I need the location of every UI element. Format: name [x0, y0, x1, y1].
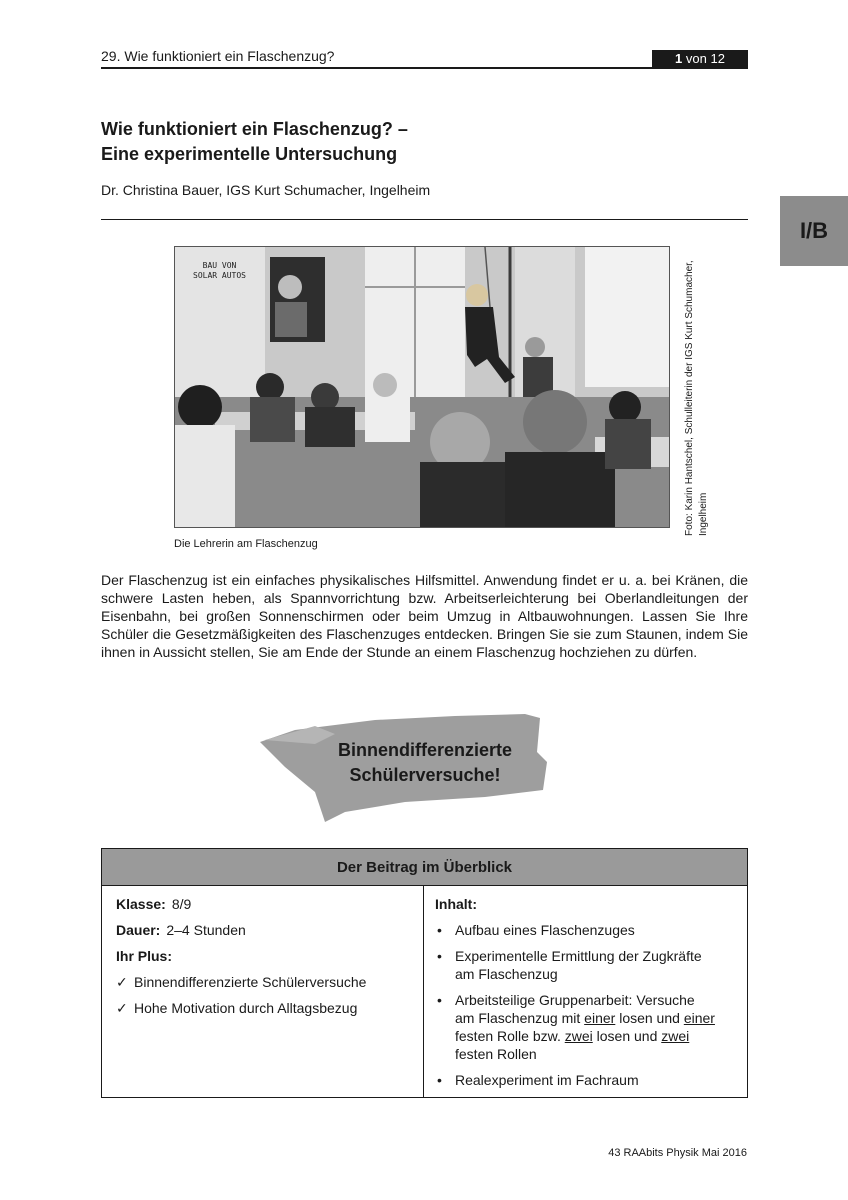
- inhalt-item-text: Realexperiment im Fachraum: [455, 1072, 639, 1088]
- footer-publication: 43 RAAbits Physik Mai 2016: [608, 1147, 747, 1159]
- dauer-label: Dauer:: [116, 922, 161, 938]
- inhalt-item: [435, 947, 747, 983]
- underlined-word: zwei: [564, 1028, 593, 1044]
- title-line-2: Eine experimentelle Untersuchung: [101, 144, 398, 164]
- photo-caption: Die Lehrerin am Flaschenzug: [174, 538, 318, 550]
- bullet-icon: •: [437, 1072, 442, 1088]
- inhalt-item: [435, 991, 747, 1063]
- banner-line-2: Schülerversuche!: [349, 765, 501, 785]
- klasse-label: Klasse:: [116, 896, 166, 912]
- poster-line-2: SOLAR AUTOS: [193, 271, 246, 280]
- underlined-word: zwei: [661, 1028, 690, 1044]
- running-header-title: 29. Wie funktioniert ein Flaschenzug?: [101, 48, 335, 64]
- document-title: [101, 117, 408, 167]
- poster-text: [193, 261, 246, 281]
- bullet-icon: •: [437, 992, 442, 1008]
- plus-item-text: Binnendifferenzierte Schülerversuche: [134, 974, 367, 990]
- title-line-1: Wie funktioniert ein Flaschenzug? –: [101, 119, 408, 139]
- plus-item: [116, 999, 423, 1017]
- overview-box: [101, 848, 748, 1098]
- inhalt-item-text: Arbeitsteilige Gruppenarbeit: Versuche am Flaschenzug mit einer losen und einer festen Rolle bzw. zwei losen und zwei festen Rollen: [455, 992, 715, 1062]
- plus-label: Ihr Plus:: [116, 948, 173, 964]
- title-divider: [101, 219, 748, 220]
- author-line: Dr. Christina Bauer, IGS Kurt Schumacher, Ingelheim: [101, 182, 431, 198]
- banner-line-1: Binnendifferenzierte: [337, 740, 513, 760]
- dauer-value: 2–4 Stunden: [166, 922, 246, 938]
- photo-credit-text: Foto: Karin Hantschel, Schulleiterin der IGS Kurt Schumacher, Ingelheim: [684, 260, 709, 536]
- checkmark-icon: ✓: [116, 974, 128, 990]
- checkmark-icon: ✓: [116, 1000, 128, 1016]
- intro-paragraph: Der Flaschenzug ist ein einfaches physikalisches Hilfsmittel. Anwendung findet er u. a. bei Kränen, die schwere Lasten heben, als Spannvorrichtung bzw. Arbeitserleichterung bei Oberlandleitungen der Eisenbahn, bei großen Sonnenschirmen oder beim Umzug in Altbauwohnungen. Lassen Sie Ihre Schüler die Gesetzmäßigkeiten des Flaschenzuges entdecken. Bringen Sie sie zum Staunen, indem Sie ihnen in Aussicht stellen, Sie am Ende der Stunde an einem Flaschenzug hochziehen zu dürfen.: [101, 572, 748, 660]
- classroom-photo: [174, 246, 670, 528]
- inhalt-item: [435, 1071, 747, 1089]
- poster-line-1: BAU VON: [202, 261, 237, 270]
- underlined-word: einer: [584, 1010, 616, 1026]
- overview-left-column: [102, 886, 424, 1097]
- bullet-icon: •: [437, 948, 442, 964]
- inhalt-label: Inhalt:: [435, 896, 477, 912]
- klasse-row: [116, 895, 423, 913]
- header-rule: [101, 67, 748, 69]
- dauer-row: [116, 921, 423, 939]
- inhalt-item-text: Experimentelle Ermittlung der Zugkräfte am Flaschenzug: [455, 948, 702, 982]
- page-current: 1: [675, 51, 683, 66]
- banner-text: [300, 738, 550, 788]
- klasse-value: 8/9: [171, 896, 192, 912]
- underlined-word: einer: [683, 1010, 715, 1026]
- bullet-icon: •: [437, 922, 442, 938]
- plus-item: [116, 973, 423, 991]
- page-number-badge: [652, 50, 748, 68]
- inhalt-item-text: Aufbau eines Flaschenzuges: [455, 922, 635, 938]
- overview-right-column: [424, 886, 747, 1097]
- photo-credit: [683, 246, 719, 536]
- page-total: von 12: [682, 51, 725, 66]
- inhalt-item: [435, 921, 747, 939]
- plus-item-text: Hohe Motivation durch Alltagsbezug: [134, 1000, 358, 1016]
- overview-heading: Der Beitrag im Überblick: [102, 849, 747, 886]
- classroom-illustration: [175, 247, 670, 528]
- section-tab: I/B: [780, 196, 848, 266]
